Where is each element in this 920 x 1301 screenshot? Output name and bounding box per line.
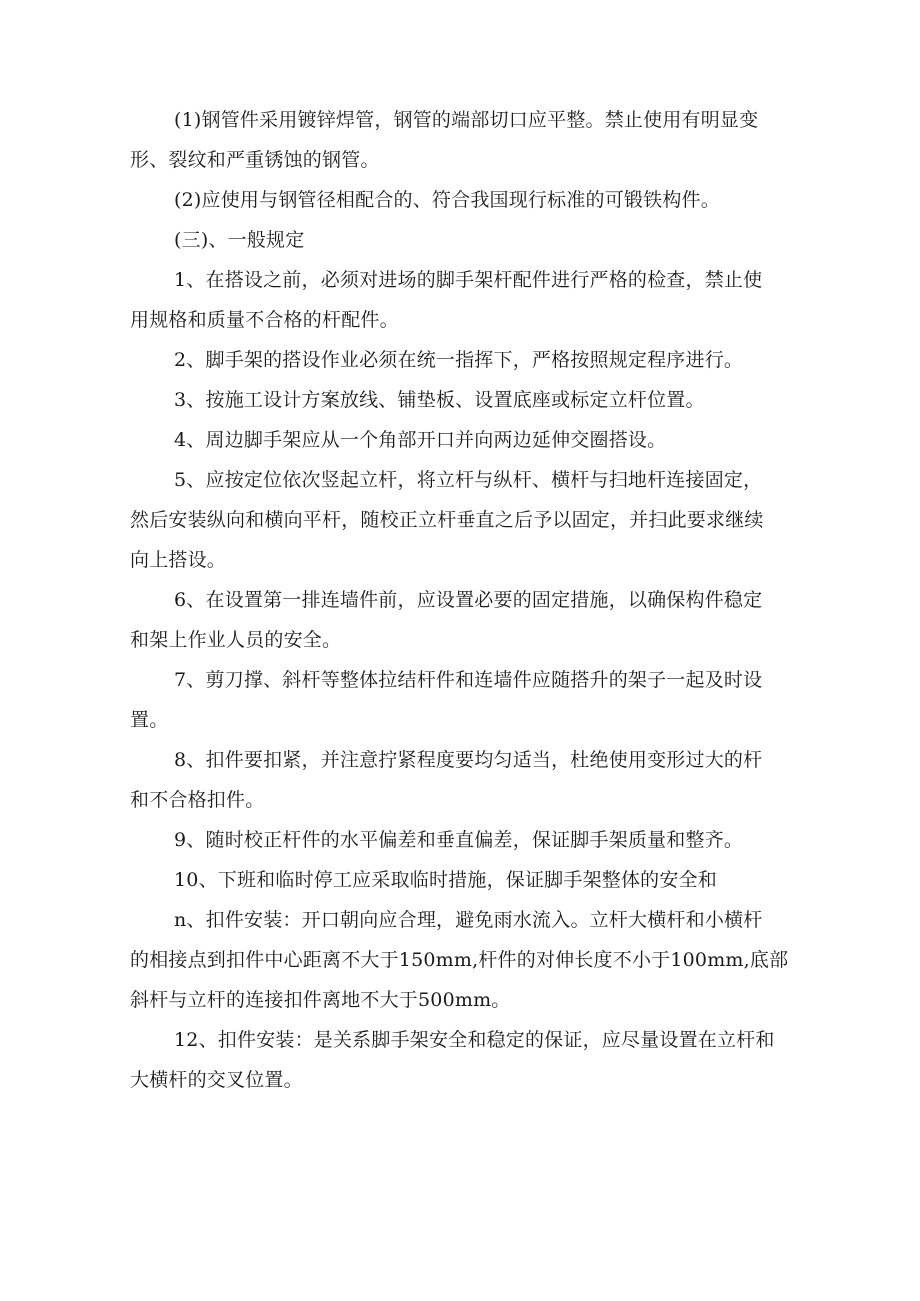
section-heading-general-rules — [130, 220, 800, 260]
text-line: 10、下班和临时停工应采取临时措施，保证脚手架整体的安全和 — [174, 869, 717, 891]
rule-4 — [130, 420, 800, 460]
rule-8 — [130, 740, 800, 820]
text-line: 斜杆与立杆的连接扣件离地不大于500mm。 — [130, 989, 511, 1011]
rule-5 — [130, 460, 800, 580]
rule-7 — [130, 660, 800, 740]
text-line: 置。 — [130, 709, 169, 731]
rule-10 — [130, 860, 800, 900]
text-line: 向上搭设。 — [130, 549, 227, 571]
text-line: 1、在搭设之前，必须对进场的脚手架杆配件进行严格的检查，禁止使 — [174, 269, 763, 291]
text-line: 9、随时校正杆件的水平偏差和垂直偏差，保证脚手架质量和整齐。 — [174, 829, 744, 851]
text-line: 3、按施工设计方案放线、铺垫板、设置底座或标定立杆位置。 — [174, 389, 705, 411]
rule-2 — [130, 340, 800, 380]
rule-6 — [130, 580, 800, 660]
text-line: 8、扣件要扣紧，并注意拧紧程度要均匀适当，杜绝使用变形过大的杆 — [174, 749, 763, 771]
paragraph-forged-parts — [130, 180, 800, 220]
text-line: 和架上作业人员的安全。 — [130, 629, 342, 651]
text-line: 4、周边脚手架应从一个角部开口并向两边延伸交圈搭设。 — [174, 429, 667, 451]
paragraph-steel-pipe — [130, 100, 800, 180]
section-heading: (三)、一般规定 — [174, 229, 305, 251]
text-line: 形、裂纹和严重锈蚀的钢管。 — [130, 149, 380, 171]
text-line: 和不合格扣件。 — [130, 789, 265, 811]
rule-12 — [130, 1020, 800, 1100]
text-line: 用规格和质量不合格的杆配件。 — [130, 309, 399, 331]
text-line: 然后安装纵向和横向平杆，随校正立杆垂直之后予以固定，并扫此要求继续 — [130, 509, 764, 531]
text-line: n、扣件安装：开口朝向应合理，避免雨水流入。立杆大横杆和小横杆 — [174, 909, 763, 931]
rule-11 — [130, 900, 800, 1020]
rule-3 — [130, 380, 800, 420]
rule-1 — [130, 260, 800, 340]
text-line: 7、剪刀撑、斜杆等整体拉结杆件和连墙件应随搭升的架子一起及时设 — [174, 669, 763, 691]
text-line: 2、脚手架的搭设作业必须在统一指挥下，严格按照规定程序进行。 — [174, 349, 744, 371]
text-line: 大横杆的交叉位置。 — [130, 1069, 303, 1091]
text-line: (1)钢管件采用镀锌焊管，钢管的端部切口应平整。禁止使用有明显变 — [174, 109, 759, 131]
text-line: 5、应按定位依次竖起立杆，将立杆与纵杆、横杆与扫地杆连接固定， — [174, 469, 763, 491]
text-line: 的相接点到扣件中心距离不大于150mm,杆件的对伸长度不小于100mm,底部 — [130, 949, 789, 971]
document-page — [130, 100, 800, 1100]
text-line: (2)应使用与钢管径相配合的、符合我国现行标准的可锻铁构件。 — [174, 189, 720, 211]
text-line: 12、扣件安装：是关系脚手架安全和稳定的保证，应尽量设置在立杆和 — [174, 1029, 775, 1051]
text-line: 6、在设置第一排连墙件前，应设置必要的固定措施，以确保构件稳定 — [174, 589, 763, 611]
rule-9 — [130, 820, 800, 860]
